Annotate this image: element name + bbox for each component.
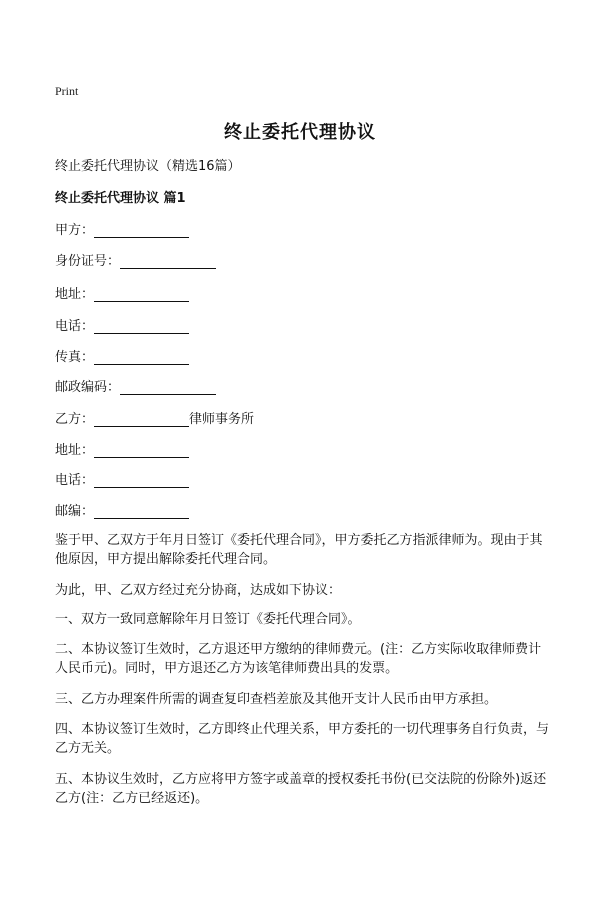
phone-b-field [55,469,189,488]
postcode-b-blank [94,504,189,519]
phone-b-label: 电话： [55,473,95,488]
paragraph-clause-2: 二、本协议签订生效时，乙方退还甲方缴纳的律师费元。(注：乙方实际收取律师费计人民币元)。同时，甲方退还乙方为该笔律师费出具的发票。 [55,642,542,676]
paragraph-recital: 鉴于甲、乙双方于年月日签订《委托代理合同》，甲方委托乙方指派律师为。现由于其他原因，甲方提出解除委托代理合同。 [55,533,543,567]
paragraph-agreement-intro: 为此，甲、乙双方经过充分协商，达成如下协议： [55,583,342,598]
document-subtitle: 终止委托代理协议（精选16篇） [55,159,241,174]
party-b-blank [94,412,189,427]
section-heading: 终止委托代理协议 篇1 [55,191,186,206]
party-a-blank [94,223,189,238]
postal-code-blank [120,380,216,395]
postcode-b-field [55,500,189,519]
print-label: Print [55,84,79,98]
address-b-field [55,439,189,458]
party-b-suffix: 律师事务所 [189,412,255,427]
paragraph-clause-1: 一、双方一致同意解除年月日签订《委托代理合同》。 [55,612,361,627]
paragraph-clause-4: 四、本协议签订生效时，乙方即终止代理关系，甲方委托的一切代理事务自行负责，与乙方无关。 [55,722,550,756]
fax-label: 传真： [55,350,95,365]
document-title: 终止委托代理协议 [224,122,376,143]
address-a-blank [94,287,189,302]
phone-a-label: 电话： [55,319,95,334]
postal-code-field [55,376,216,395]
address-a-field [55,283,189,302]
id-number-label: 身份证号： [55,254,121,269]
party-a-label: 甲方： [55,223,95,238]
party-a-field [55,219,189,238]
address-a-label: 地址： [55,287,95,302]
paragraph-clause-5: 五、本协议生效时，乙方应将甲方签字或盖章的授权委托书份(已交法院的份除外)返还乙方(注：乙方已经返还)。 [55,772,547,806]
address-b-label: 地址： [55,443,95,458]
phone-a-blank [94,319,189,334]
fax-field [55,346,189,365]
postal-code-label: 邮政编码： [55,380,121,395]
phone-b-blank [94,473,189,488]
postcode-b-label: 邮编： [55,504,95,519]
paragraph-clause-3: 三、乙方办理案件所需的调查复印查档差旅及其他开支计人民币由甲方承担。 [55,692,498,707]
party-b-field [55,408,254,427]
party-b-label: 乙方： [55,412,95,427]
address-b-blank [94,443,189,458]
fax-blank [94,350,189,365]
id-number-blank [120,254,216,269]
phone-a-field [55,315,189,334]
id-number-field [55,250,216,269]
